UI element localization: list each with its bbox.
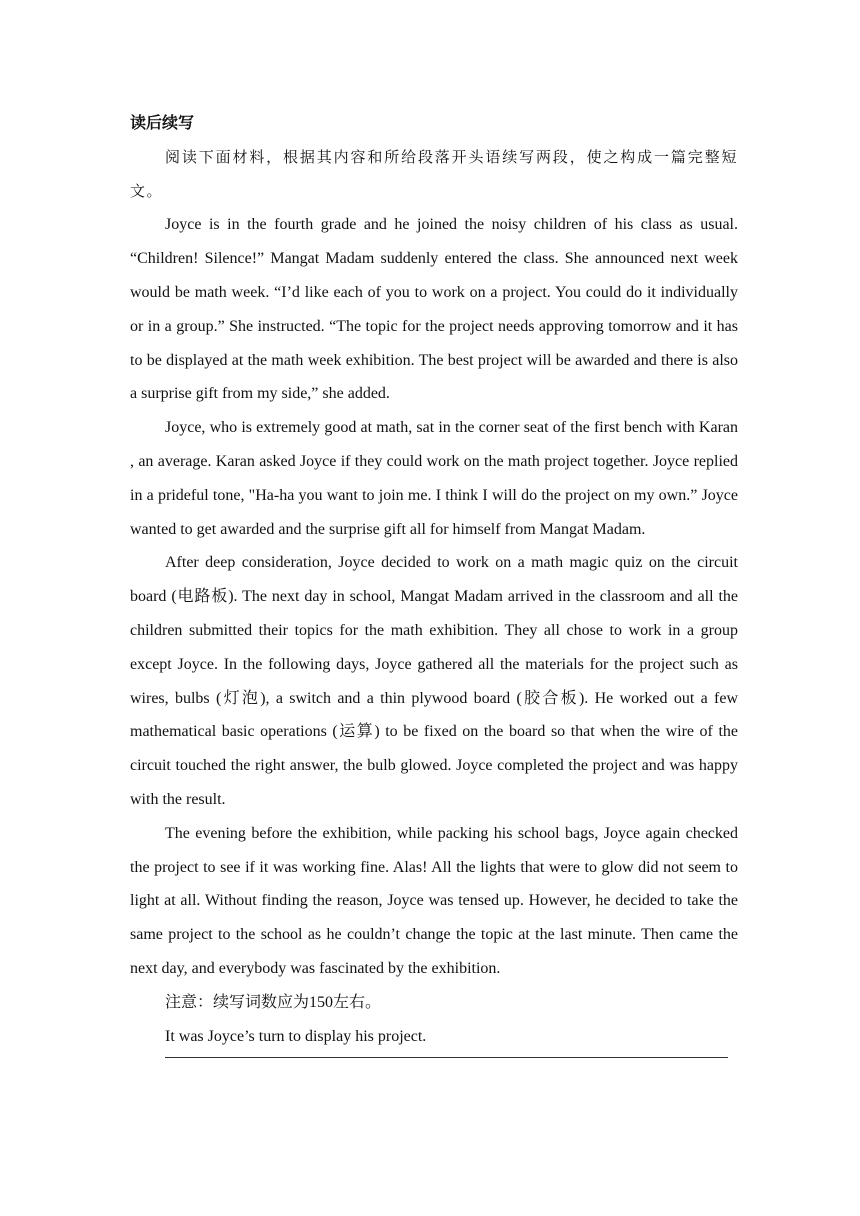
word-count-note: 注意：续写词数应为150左右。: [165, 993, 382, 1011]
story-paragraph-4: The evening before the exhibition, while packing his school bags, Joyce again checked the project to see if it was working fine. Alas! All the lights that were to glow did not seem to light at all. Without finding the reason, Joyce was tensed up. However, he decided to take the same project to the school as he couldn’t change the topic at the last minute. Then came the next day, and everybody was fascinated by the exhibition.: [130, 824, 738, 977]
continuation-prompt: It was Joyce’s turn to display his project.: [165, 1027, 427, 1045]
story-paragraph-1: Joyce is in the fourth grade and he joined the noisy children of his class as usual. “Children! Silence!” Mangat Madam suddenly entered the class. She announced next week would be math week. “I’d like each of you to work on a project. You could do it individually or in a group.” She instructed. “The topic for the project needs approving tomorrow and it has to be displayed at the math week exhibition. The best project will be awarded and there is also a surprise gift from my side,” she added.: [130, 216, 738, 403]
document-body: [130, 107, 738, 1058]
task-instruction: 阅读下面材料，根据其内容和所给段落开头语续写两段，使之构成一篇完整短文。: [130, 147, 738, 200]
section-heading: 读后续写: [130, 115, 195, 132]
story-paragraph-3: After deep consideration, Joyce decided to work on a math magic quiz on the circuit board (电路板). The next day in school, Mangat Madam arrived in the classroom and all the children submitted their topics for the math exhibition. They all chose to work in a group except Joyce. In the following days, Joyce gathered all the materials for the project such as wires, bulbs (灯泡), a switch and a thin plywood board (胶合板). He worked out a few mathematical basic operations (运算) to be fixed on the board so that when the wire of the circuit touched the right answer, the bulb glowed. Joyce completed the project and was happy with the result.: [130, 554, 738, 808]
answer-line[interactable]: [165, 1057, 728, 1058]
story-paragraph-2: Joyce, who is extremely good at math, sat in the corner seat of the first bench with Karan , an average. Karan asked Joyce if they could work on the math project together. Joyce replied in a prideful tone, "Ha-ha you want to join me. I think I will do the project on my own.” Joyce wanted to get awarded and the surprise gift all for himself from Mangat Madam.: [130, 419, 738, 538]
